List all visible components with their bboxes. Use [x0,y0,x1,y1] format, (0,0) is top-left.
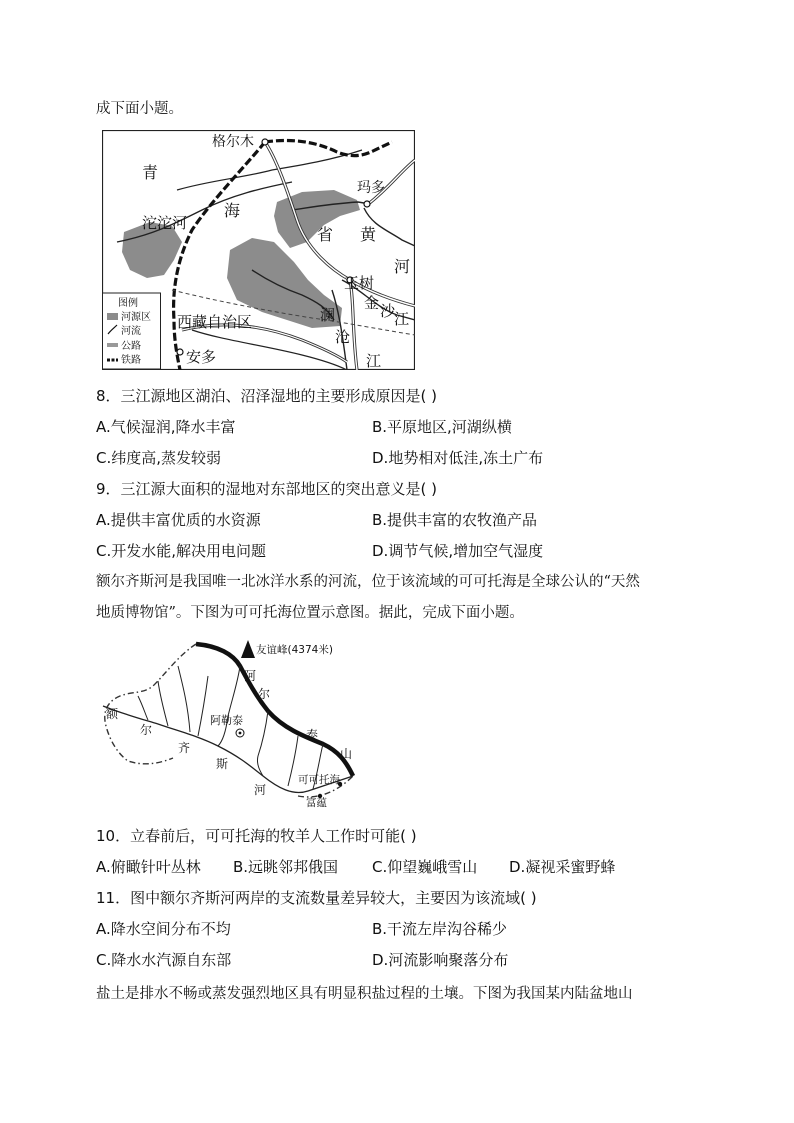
label-golmud: 格尔木 [212,134,254,150]
q8-option-c: C.纬度高,蒸发较弱 [96,449,222,467]
label-a1: 阿 [244,669,257,683]
label-koktokay: 可可托海 [298,774,340,786]
label-altay: 阿勒泰 [210,714,243,727]
q8-stem: 8．三江源地区湖泊、沼泽湿地的主要形成原因是( ) [96,387,438,405]
label-he: 河 [254,783,267,797]
legend-item-rail: 铁路 [121,355,141,366]
label-tai: 泰 [306,728,319,742]
q9-option-b: B.提供丰富的农牧渔产品 [372,511,538,529]
tributary-line [138,696,148,720]
label-peak: 友谊峰(4374米) [256,644,333,656]
q8-option-d: D.地势相对低洼,冻土广布 [372,449,544,467]
q11-option-d: D.河流影响聚落分布 [372,951,509,969]
tributary-line [288,736,298,786]
golmud-marker [262,139,268,145]
legend-item-road: 公路 [121,341,141,352]
q9-stem: 9．三江源大面积的湿地对东部地区的突出意义是( ) [96,480,438,498]
label-qing: 青 [142,163,159,182]
label-jiang2: 江 [366,352,382,370]
label-sha: 沙 [380,302,396,320]
tributary-line [158,681,168,726]
q10-option-a: A.俯瞰针叶丛林 [96,858,201,876]
q11-option-c: C.降水水汽源自东部 [96,951,232,969]
sanjiangyuan-map [102,130,415,370]
tributary-line [198,676,208,736]
legend-title: 图例 [118,298,138,309]
q9-option-c: C.开发水能,解决用电问题 [96,542,267,560]
maduo-marker [364,201,370,207]
legend-item-source: 河源区 [121,312,151,323]
label-e: 额 [106,707,119,721]
peak-marker [241,640,255,658]
label-he: 河 [394,257,411,276]
q8-option-a: A.气候湿润,降水丰富 [96,418,236,436]
label-er1: 尔 [258,687,271,701]
q10-option-b: B.远眺邻邦俄国 [233,858,339,876]
label-tibet: 西藏自治区 [177,313,253,331]
anduo-marker [177,349,183,355]
tributary-line [178,666,190,732]
label-qi: 齐 [178,741,191,755]
intro-top-text: 成下面小题。 [96,101,183,117]
label-er2: 尔 [140,723,153,737]
label-hai: 海 [224,201,241,220]
map1-legend [103,293,161,369]
q10-option-c: C.仰望巍峨雪山 [372,858,478,876]
q10-stem: 10．立春前后，可可托海的牧羊人工作时可能( ) [96,827,417,845]
label-jin: 金 [364,294,380,312]
label-anduo: 安多 [186,348,217,366]
label-tuotuo: 沱沱河 [142,214,188,232]
intro3-text: 盐土是排水不畅或蒸发强烈地区具有明显积盐过程的土壤。下图为我国某内陆盆地山 [96,986,633,1002]
q10-option-d: D.凝视采蜜野蜂 [509,858,616,876]
q8-option-b: B.平原地区,河湖纵横 [372,418,512,436]
q9-option-a: A.提供丰富优质的水资源 [96,511,261,529]
koktokay-map [98,636,360,812]
label-shan: 山 [340,747,353,761]
label-yushu: 玉树 [344,274,375,292]
label-sheng: 省 [317,225,334,244]
label-lan: 澜 [320,306,336,324]
intro2-line2: 地质博物馆”。下图为可可托海位置示意图。据此，完成下面小题。 [96,605,524,621]
label-fuyun: 富蕴 [306,797,327,809]
q11-option-a: A.降水空间分布不均 [96,920,231,938]
label-si: 斯 [216,757,229,771]
q11-option-b: B.干流左岸沟谷稀少 [372,920,508,938]
tributary-line [257,711,268,776]
legend-item-river: 河流 [121,326,141,337]
q9-option-d: D.调节气候,增加空气湿度 [372,542,544,560]
label-maduo: 玛多 [357,180,385,196]
intro2-line1: 额尔齐斯河是我国唯一北冰洋水系的河流，位于该流域的可可托海是全球公认的“天然 [96,574,640,590]
label-huang: 黄 [360,225,377,244]
label-cang: 沧 [335,328,351,346]
q11-stem: 11．图中额尔齐斯河两岸的支流数量差异较大，主要因为该流域( ) [96,889,537,907]
legend-source-swatch [107,313,118,320]
label-jiang1: 江 [394,310,410,328]
